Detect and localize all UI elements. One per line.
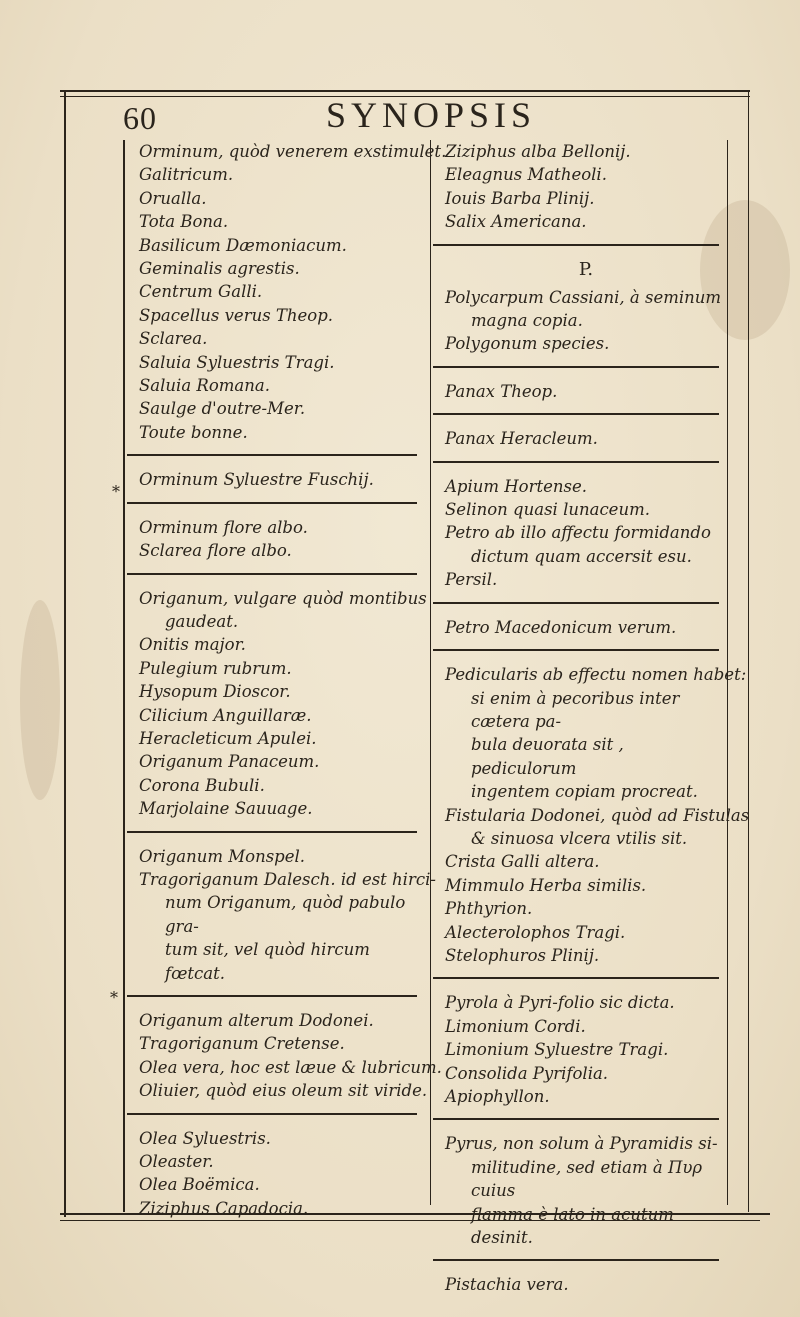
section-divider xyxy=(127,454,417,456)
left-border-rule xyxy=(64,92,66,1217)
section-divider xyxy=(433,602,719,604)
section-divider xyxy=(433,1118,719,1120)
entry-group xyxy=(125,468,425,491)
entry-group xyxy=(125,587,425,821)
section-divider xyxy=(433,366,719,368)
entry-line: Polygonum species. xyxy=(445,334,610,354)
entry-group xyxy=(125,140,447,444)
entry-line: Marjolaine Sauuage. xyxy=(139,799,313,819)
entry-line: Phthyrion. xyxy=(445,899,533,919)
entry-line: Petro Macedonicum verum. xyxy=(445,617,677,637)
paper-stain xyxy=(20,600,60,800)
entry-line: Stelophuros Plinij. xyxy=(445,945,600,965)
page-title: SYNOPSIS xyxy=(326,95,537,135)
entry-line: tum sit, vel quòd hircum fœtcat. xyxy=(165,940,370,983)
entry-line: Saulge d'outre-Mer. xyxy=(139,399,306,419)
entry-line: Apium Hortense. xyxy=(445,476,587,496)
entry-line: magna copia. xyxy=(471,311,583,331)
entry-line: Tota Bona. xyxy=(139,212,229,232)
entry-group xyxy=(431,1273,727,1296)
entry-line: Galitricum. xyxy=(139,165,234,185)
entry-line: Saluia Syluestris Tragi. xyxy=(139,352,335,372)
entry-line: Pedicularis ab effectu nomen habet: xyxy=(445,665,747,685)
entry-line: Selinon quasi lunaceum. xyxy=(445,500,650,520)
entry-line: Cilicium Anguillaræ. xyxy=(139,705,312,725)
entry-line: Polycarpum Cassiani, à seminum xyxy=(445,287,722,307)
entry-group xyxy=(431,140,727,234)
entry-line: Hysopum Dioscor. xyxy=(139,682,291,702)
entry-line: Oliuier, quòd eius oleum sit viride. xyxy=(139,1081,428,1101)
entry-line: Origanum Monspel. xyxy=(139,846,306,866)
entry-group xyxy=(431,475,727,592)
entry-line: num Origanum, quòd pabulo gra- xyxy=(165,893,406,936)
entry-group xyxy=(125,1009,442,1103)
entry-line: Olea Boëmica. xyxy=(139,1175,260,1195)
entry-line: Persil. xyxy=(445,570,498,590)
entry-group xyxy=(125,1127,425,1221)
right-border-rule xyxy=(748,92,749,1212)
entry-line: Ziziphus Capadocia. xyxy=(139,1198,309,1218)
entry-line: Mimmulo Herba similis. xyxy=(445,875,647,895)
entry-line: Orminum, quòd venerem exstimulet. xyxy=(139,142,447,161)
entry-line: Alecterolophos Tragi. xyxy=(445,922,626,942)
entry-line: Heracleticum Apulei. xyxy=(139,728,317,748)
entry-line: Orminum flore albo. xyxy=(139,517,308,537)
entry-line: Ziziphus alba Bellonij. xyxy=(445,142,631,161)
entry-line: Eleagnus Matheoli. xyxy=(445,165,607,185)
entry-line: dictum quam accersit esu. xyxy=(471,546,692,566)
section-divider xyxy=(127,573,417,575)
section-divider xyxy=(127,1113,417,1115)
entry-line: Geminalis agrestis. xyxy=(139,259,300,279)
entry-line: Oleaster. xyxy=(139,1152,214,1172)
entry-line: Pyrus, non solum à Pyramidis si- xyxy=(445,1134,718,1154)
margin-asterisk-icon: * xyxy=(112,482,120,501)
entry-group xyxy=(431,1132,727,1249)
entry-line: Tragoriganum Cretense. xyxy=(139,1034,345,1054)
entry-line: Iouis Barba Plinij. xyxy=(445,188,595,208)
entry-group xyxy=(125,845,436,985)
entry-line: Saluia Romana. xyxy=(139,376,270,396)
entry-line: Pulegium rubrum. xyxy=(139,658,292,678)
entry-line: Pyrola à Pyri-folio sic dicta. xyxy=(445,993,675,1013)
section-divider xyxy=(127,831,417,833)
entry-line: Limonium Syluestre Tragi. xyxy=(445,1040,669,1060)
entry-line: Salix Americana. xyxy=(445,212,587,232)
entry-line: Petro ab illo affectu formidando xyxy=(445,523,711,543)
entry-line: Tragoriganum Dalesch. id est hirci- xyxy=(139,869,436,889)
top-rule xyxy=(60,90,750,92)
entry-line: Orminum Syluestre Fuschij. xyxy=(139,470,374,490)
entry-line: Panax Heracleum. xyxy=(445,429,598,449)
entry-group xyxy=(431,616,727,639)
entry-line: Sclarea. xyxy=(139,329,208,349)
entry-line: Origanum Panaceum. xyxy=(139,752,320,772)
entry-group xyxy=(431,380,727,403)
entry-line: gaudeat. xyxy=(165,611,239,631)
entry-line: Pistachia vera. xyxy=(445,1275,569,1295)
entry-group xyxy=(431,991,727,1108)
entry-line: bula deuorata sit , pediculorum xyxy=(471,735,624,778)
entry-line: Onitis major. xyxy=(139,635,246,655)
entry-line: Toute bonne. xyxy=(139,422,248,442)
section-divider xyxy=(433,977,719,979)
margin-asterisk-icon: * xyxy=(110,988,118,1007)
entry-line: Olea Syluestris. xyxy=(139,1128,271,1148)
entry-group xyxy=(431,258,727,356)
entry-group xyxy=(431,427,727,450)
entry-line: Basilicum Dæmoniacum. xyxy=(139,235,347,255)
entry-line: Origanum alterum Dodonei. xyxy=(139,1011,374,1030)
section-divider xyxy=(433,649,719,651)
entry-line: Fistularia Dodonei, quòd ad Fistulas xyxy=(445,805,750,825)
section-divider xyxy=(127,995,417,997)
section-divider xyxy=(433,1259,719,1261)
left-column xyxy=(123,140,447,1218)
section-divider xyxy=(433,244,719,246)
section-divider xyxy=(433,413,719,415)
entry-line: Apiophyllon. xyxy=(445,1087,550,1106)
entry-line: Crista Galli altera. xyxy=(445,852,600,872)
entry-line: Panax Theop. xyxy=(445,381,558,401)
entry-line: Olea vera, hoc est læue & lubricum. xyxy=(139,1057,442,1077)
entry-line: militudine, sed etiam à Πυρ cuius xyxy=(471,1157,703,1201)
entry-line: Centrum Galli. xyxy=(139,282,263,302)
page-number: 60 xyxy=(123,100,157,136)
letter-heading: P. xyxy=(578,258,594,280)
entry-line: Sclarea flore albo. xyxy=(139,541,292,561)
entry-line: Corona Bubuli. xyxy=(139,775,265,795)
entry-line: Spacellus verus Theop. xyxy=(139,305,334,325)
section-divider xyxy=(433,461,719,463)
section-divider xyxy=(127,502,417,504)
entry-line: Consolida Pyrifolia. xyxy=(445,1063,609,1083)
entry-line: & sinuosa vlcera vtilis sit. xyxy=(471,828,688,848)
entry-line: Limonium Cordi. xyxy=(445,1016,586,1036)
entry-line: flamma è lato in acutum desinit. xyxy=(471,1204,674,1248)
entry-line: ingentem copiam procreat. xyxy=(471,782,698,802)
entry-group xyxy=(125,516,425,563)
entry-group xyxy=(431,663,750,967)
right-column xyxy=(430,140,750,1295)
entry-line: Orualla. xyxy=(139,188,207,208)
entry-line: si enim à pecoribus inter cætera pa- xyxy=(471,688,680,731)
entry-line: Origanum, vulgare quòd montibus xyxy=(139,588,427,608)
